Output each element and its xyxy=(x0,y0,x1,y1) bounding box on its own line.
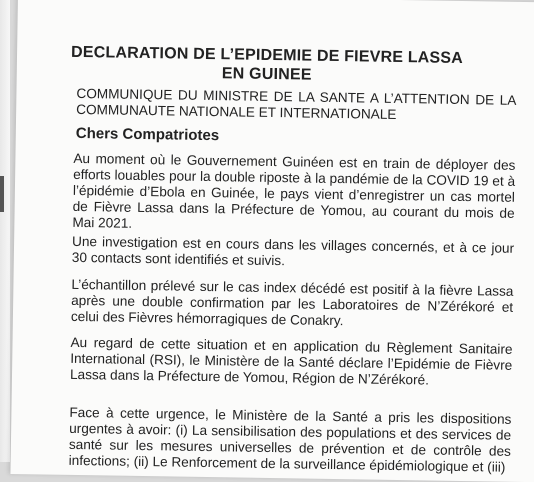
paragraph-5: Face à cette urgence, le Ministère de la Santé a pris les dispositions urgentes à avoir: (i) La sensibilisation des populations et des services de santé sur les mesures universelles de prévention et de contrôle des infections; (ii) Le Renforcement de la surveillance épidémiologique et (iii) xyxy=(68,404,512,475)
paragraph-2: Une investigation est en cours dans les villages concernés, et à ce jour 30 contacts sont identifiés et suivis. xyxy=(71,233,515,269)
document-title: DECLARATION DE L’EPIDEMIE DE FIEVRE LASSA EN GUINEE xyxy=(70,43,464,84)
paragraph-1: Au moment où le Gouvernement Guinéen est en train de déployer des efforts louables pour la double riposte à la pandémie de la COVID 19 et à l’épidémie d’Ebola en Guinée, le pays vient d’enregistrer un cas mortel de Fièvre Lassa dans la Préfecture de Yomou, au courant du mois de Mai 2021. xyxy=(72,150,516,231)
document-page xyxy=(10,0,534,482)
page-edge xyxy=(0,0,10,462)
paragraph-3: L’échantillon prélevé sur le cas index décédé est positif à la fièvre Lassa après une double confirmation par les Laboratoires de N’Zérékoré et celui des Fièvres hémorragiques de Conakry. xyxy=(70,276,514,329)
greeting: Chers Compatriotes xyxy=(75,124,220,145)
communique-heading: COMMUNIQUE DU MINISTRE DE LA SANTE A L’ATTENTION DE LA COMMUNAUTE NATIONALE ET INTERNATIONALE xyxy=(76,85,517,122)
paragraph-4: Au regard de cette situation et en application du Règlement Sanitaire International (RSI), le Ministère de la Santé déclare l’Epidémie de Fièvre Lassa dans la Préfecture de Yomou, Région de N’Zérékoré. xyxy=(69,334,513,388)
scroll-indicator xyxy=(0,176,4,212)
